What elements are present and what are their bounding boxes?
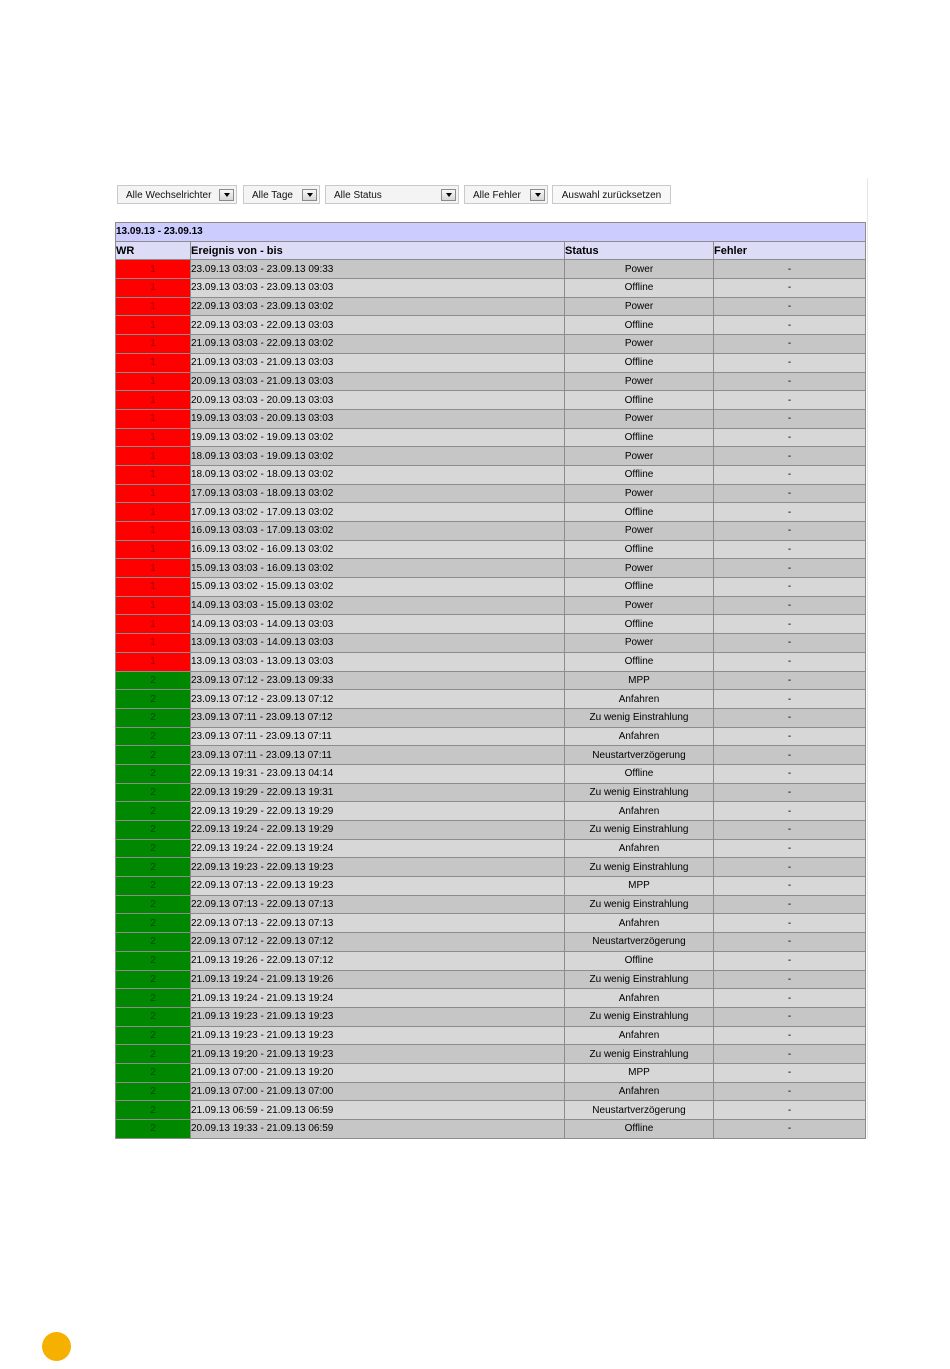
status-cell: Zu wenig Einstrahlung [565, 1007, 714, 1026]
status-cell: Offline [565, 1120, 714, 1139]
error-cell: - [714, 914, 866, 933]
status-cell: Anfahren [565, 727, 714, 746]
error-cell: - [714, 634, 866, 653]
event-cell: 22.09.13 19:29 - 22.09.13 19:29 [191, 802, 565, 821]
date-range-row [116, 223, 866, 242]
status-cell: Power [565, 484, 714, 503]
error-cell: - [714, 1007, 866, 1026]
status-cell: Power [565, 297, 714, 316]
table-row [116, 951, 866, 970]
event-cell: 22.09.13 03:03 - 22.09.13 03:03 [191, 316, 565, 335]
event-cell: 16.09.13 03:03 - 17.09.13 03:02 [191, 522, 565, 541]
error-cell: - [714, 671, 866, 690]
error-cell: - [714, 690, 866, 709]
event-cell: 21.09.13 03:03 - 21.09.13 03:03 [191, 353, 565, 372]
status-cell: Power [565, 372, 714, 391]
table-row [116, 484, 866, 503]
wr-cell: 2 [116, 1026, 191, 1045]
chevron-down-icon[interactable] [530, 189, 545, 201]
wr-cell: 2 [116, 746, 191, 765]
table-row [116, 1026, 866, 1045]
event-cell: 21.09.13 19:26 - 22.09.13 07:12 [191, 951, 565, 970]
error-cell: - [714, 839, 866, 858]
table-row [116, 877, 866, 896]
wr-cell: 1 [116, 409, 191, 428]
event-rows [116, 260, 866, 1138]
event-cell: 23.09.13 07:12 - 23.09.13 07:12 [191, 690, 565, 709]
status-cell: Power [565, 596, 714, 615]
status-cell: MPP [565, 1063, 714, 1082]
days-filter-label: Alle Tage [252, 190, 293, 201]
error-cell: - [714, 428, 866, 447]
status-cell: Neustartverzögerung [565, 933, 714, 952]
wr-cell: 2 [116, 802, 191, 821]
table-row [116, 914, 866, 933]
error-cell: - [714, 746, 866, 765]
event-cell: 14.09.13 03:03 - 14.09.13 03:03 [191, 615, 565, 634]
status-cell: Anfahren [565, 690, 714, 709]
wr-cell: 2 [116, 1045, 191, 1064]
status-filter-label: Alle Status [334, 190, 382, 201]
status-cell: Offline [565, 503, 714, 522]
event-cell: 21.09.13 19:23 - 21.09.13 19:23 [191, 1007, 565, 1026]
wr-cell: 2 [116, 895, 191, 914]
event-cell: 22.09.13 07:13 - 22.09.13 07:13 [191, 914, 565, 933]
table-row [116, 989, 866, 1008]
table-row [116, 409, 866, 428]
header-row [116, 241, 866, 260]
table-row [116, 1045, 866, 1064]
status-cell: Power [565, 634, 714, 653]
event-cell: 13.09.13 03:03 - 14.09.13 03:03 [191, 634, 565, 653]
status-cell: Anfahren [565, 989, 714, 1008]
status-cell: Offline [565, 391, 714, 410]
error-cell: - [714, 279, 866, 298]
wr-cell: 2 [116, 708, 191, 727]
status-cell: Zu wenig Einstrahlung [565, 858, 714, 877]
status-cell: Anfahren [565, 802, 714, 821]
status-cell: Offline [565, 428, 714, 447]
wr-cell: 1 [116, 634, 191, 653]
event-cell: 21.09.13 19:24 - 21.09.13 19:24 [191, 989, 565, 1008]
wr-cell: 2 [116, 1007, 191, 1026]
event-cell: 22.09.13 19:24 - 22.09.13 19:24 [191, 839, 565, 858]
error-cell: - [714, 316, 866, 335]
wr-cell: 1 [116, 428, 191, 447]
status-cell: Zu wenig Einstrahlung [565, 821, 714, 840]
wr-cell: 1 [116, 279, 191, 298]
chevron-down-icon[interactable] [441, 189, 456, 201]
event-cell: 19.09.13 03:02 - 19.09.13 03:02 [191, 428, 565, 447]
status-cell: Zu wenig Einstrahlung [565, 1045, 714, 1064]
wr-cell: 2 [116, 727, 191, 746]
status-cell: Power [565, 260, 714, 279]
wr-cell: 2 [116, 933, 191, 952]
event-cell: 19.09.13 03:03 - 20.09.13 03:03 [191, 409, 565, 428]
event-log-table [115, 222, 866, 1139]
date-range-label: 13.09.13 - 23.09.13 [116, 223, 866, 242]
error-cell: - [714, 877, 866, 896]
table-row [116, 428, 866, 447]
error-cell: - [714, 540, 866, 559]
table-row [116, 1101, 866, 1120]
event-cell: 23.09.13 07:11 - 23.09.13 07:12 [191, 708, 565, 727]
status-cell: Power [565, 559, 714, 578]
error-cell: - [714, 372, 866, 391]
status-cell: Offline [565, 951, 714, 970]
status-cell: MPP [565, 671, 714, 690]
table-row [116, 503, 866, 522]
table-row [116, 372, 866, 391]
wr-cell: 1 [116, 559, 191, 578]
status-cell: Offline [565, 279, 714, 298]
event-cell: 21.09.13 07:00 - 21.09.13 07:00 [191, 1082, 565, 1101]
error-cell: - [714, 484, 866, 503]
wr-cell: 1 [116, 596, 191, 615]
event-cell: 22.09.13 03:03 - 23.09.13 03:02 [191, 297, 565, 316]
table-row [116, 839, 866, 858]
table-row [116, 465, 866, 484]
table-row [116, 1120, 866, 1139]
wr-cell: 2 [116, 839, 191, 858]
error-cell: - [714, 1101, 866, 1120]
wr-cell: 2 [116, 671, 191, 690]
table-row [116, 783, 866, 802]
error-cell: - [714, 652, 866, 671]
event-cell: 23.09.13 03:03 - 23.09.13 03:03 [191, 279, 565, 298]
event-cell: 18.09.13 03:02 - 18.09.13 03:02 [191, 465, 565, 484]
status-cell: Anfahren [565, 914, 714, 933]
event-cell: 17.09.13 03:03 - 18.09.13 03:02 [191, 484, 565, 503]
column-header-event: Ereignis von - bis [191, 241, 565, 260]
table-row [116, 821, 866, 840]
table-row [116, 316, 866, 335]
wr-cell: 1 [116, 260, 191, 279]
wr-cell: 2 [116, 951, 191, 970]
error-cell: - [714, 933, 866, 952]
event-cell: 17.09.13 03:02 - 17.09.13 03:02 [191, 503, 565, 522]
table-row [116, 559, 866, 578]
wr-cell: 1 [116, 652, 191, 671]
table-row [116, 353, 866, 372]
error-cell: - [714, 335, 866, 354]
event-cell: 22.09.13 19:24 - 22.09.13 19:29 [191, 821, 565, 840]
wr-cell: 1 [116, 465, 191, 484]
wr-cell: 1 [116, 353, 191, 372]
wr-cell: 2 [116, 690, 191, 709]
status-filter-select[interactable] [325, 185, 459, 204]
wr-cell: 2 [116, 1120, 191, 1139]
wr-cell: 1 [116, 522, 191, 541]
table-row [116, 596, 866, 615]
wr-cell: 2 [116, 1063, 191, 1082]
wr-cell: 1 [116, 503, 191, 522]
event-cell: 21.09.13 19:23 - 21.09.13 19:23 [191, 1026, 565, 1045]
status-cell: Offline [565, 316, 714, 335]
error-cell: - [714, 727, 866, 746]
event-cell: 22.09.13 07:13 - 22.09.13 07:13 [191, 895, 565, 914]
event-cell: 21.09.13 06:59 - 21.09.13 06:59 [191, 1101, 565, 1120]
wr-cell: 2 [116, 970, 191, 989]
table-row [116, 540, 866, 559]
wr-cell: 1 [116, 540, 191, 559]
error-cell: - [714, 1063, 866, 1082]
error-cell: - [714, 858, 866, 877]
event-cell: 21.09.13 19:24 - 21.09.13 19:26 [191, 970, 565, 989]
wr-cell: 2 [116, 858, 191, 877]
error-cell: - [714, 522, 866, 541]
wr-cell: 2 [116, 877, 191, 896]
status-cell: Anfahren [565, 1082, 714, 1101]
error-cell: - [714, 391, 866, 410]
error-cell: - [714, 1082, 866, 1101]
wr-cell: 2 [116, 821, 191, 840]
wr-cell: 2 [116, 764, 191, 783]
status-cell: Anfahren [565, 839, 714, 858]
event-cell: 13.09.13 03:03 - 13.09.13 03:03 [191, 652, 565, 671]
status-cell: Power [565, 409, 714, 428]
wr-cell: 1 [116, 372, 191, 391]
status-cell: Zu wenig Einstrahlung [565, 895, 714, 914]
error-cell: - [714, 1026, 866, 1045]
reset-selection-button[interactable]: Auswahl zurücksetzen [552, 185, 671, 204]
table-row [116, 708, 866, 727]
error-cell: - [714, 409, 866, 428]
error-cell: - [714, 708, 866, 727]
error-cell: - [714, 989, 866, 1008]
chevron-down-icon[interactable] [219, 189, 234, 201]
wr-cell: 2 [116, 1082, 191, 1101]
status-cell: Anfahren [565, 1026, 714, 1045]
error-cell: - [714, 260, 866, 279]
inverter-filter-label: Alle Wechselrichter [126, 190, 212, 201]
wr-cell: 1 [116, 391, 191, 410]
wr-cell: 1 [116, 484, 191, 503]
error-cell: - [714, 559, 866, 578]
event-cell: 23.09.13 03:03 - 23.09.13 09:33 [191, 260, 565, 279]
status-cell: Power [565, 447, 714, 466]
error-filter-label: Alle Fehler [473, 190, 521, 201]
event-cell: 22.09.13 07:12 - 22.09.13 07:12 [191, 933, 565, 952]
error-cell: - [714, 578, 866, 597]
table-row [116, 764, 866, 783]
status-cell: Power [565, 522, 714, 541]
event-cell: 21.09.13 07:00 - 21.09.13 19:20 [191, 1063, 565, 1082]
column-header-error: Fehler [714, 241, 866, 260]
table-row [116, 578, 866, 597]
wr-cell: 2 [116, 914, 191, 933]
error-cell: - [714, 802, 866, 821]
error-cell: - [714, 297, 866, 316]
days-filter-select[interactable] [243, 185, 320, 204]
page-marker-dot [42, 1332, 71, 1361]
status-cell: Offline [565, 465, 714, 484]
error-cell: - [714, 503, 866, 522]
error-cell: - [714, 353, 866, 372]
chevron-down-icon[interactable] [302, 189, 317, 201]
table-row [116, 279, 866, 298]
error-cell: - [714, 596, 866, 615]
status-cell: Zu wenig Einstrahlung [565, 783, 714, 802]
status-cell: Neustartverzögerung [565, 746, 714, 765]
table-row [116, 297, 866, 316]
error-filter-select[interactable] [464, 185, 548, 204]
status-cell: Offline [565, 578, 714, 597]
wr-cell: 2 [116, 783, 191, 802]
status-cell: Power [565, 335, 714, 354]
error-cell: - [714, 970, 866, 989]
event-cell: 15.09.13 03:03 - 16.09.13 03:02 [191, 559, 565, 578]
event-cell: 20.09.13 19:33 - 21.09.13 06:59 [191, 1120, 565, 1139]
status-cell: Zu wenig Einstrahlung [565, 708, 714, 727]
table-row [116, 634, 866, 653]
event-cell: 20.09.13 03:03 - 21.09.13 03:03 [191, 372, 565, 391]
wr-cell: 2 [116, 989, 191, 1008]
status-cell: Offline [565, 353, 714, 372]
table-row [116, 727, 866, 746]
table-row [116, 895, 866, 914]
wr-cell: 1 [116, 316, 191, 335]
wr-cell: 1 [116, 578, 191, 597]
status-cell: Offline [565, 764, 714, 783]
table-row [116, 802, 866, 821]
status-cell: Offline [565, 652, 714, 671]
status-cell: MPP [565, 877, 714, 896]
status-cell: Zu wenig Einstrahlung [565, 970, 714, 989]
table-row [116, 615, 866, 634]
wr-cell: 1 [116, 615, 191, 634]
table-row [116, 391, 866, 410]
error-cell: - [714, 1045, 866, 1064]
table-row [116, 690, 866, 709]
column-header-status: Status [565, 241, 714, 260]
table-row [116, 1082, 866, 1101]
table-row [116, 447, 866, 466]
event-cell: 22.09.13 19:31 - 23.09.13 04:14 [191, 764, 565, 783]
event-cell: 23.09.13 07:12 - 23.09.13 09:33 [191, 671, 565, 690]
wr-cell: 2 [116, 1101, 191, 1120]
error-cell: - [714, 764, 866, 783]
table-row [116, 671, 866, 690]
event-cell: 21.09.13 19:20 - 21.09.13 19:23 [191, 1045, 565, 1064]
event-cell: 22.09.13 19:29 - 22.09.13 19:31 [191, 783, 565, 802]
event-cell: 22.09.13 07:13 - 22.09.13 19:23 [191, 877, 565, 896]
error-cell: - [714, 895, 866, 914]
error-cell: - [714, 1120, 866, 1139]
status-cell: Offline [565, 540, 714, 559]
error-cell: - [714, 783, 866, 802]
event-cell: 15.09.13 03:02 - 15.09.13 03:02 [191, 578, 565, 597]
event-cell: 16.09.13 03:02 - 16.09.13 03:02 [191, 540, 565, 559]
inverter-filter-select[interactable] [117, 185, 237, 204]
event-cell: 23.09.13 07:11 - 23.09.13 07:11 [191, 727, 565, 746]
table-row [116, 335, 866, 354]
event-cell: 14.09.13 03:03 - 15.09.13 03:02 [191, 596, 565, 615]
table-row [116, 652, 866, 671]
table-row [116, 858, 866, 877]
event-cell: 21.09.13 03:03 - 22.09.13 03:02 [191, 335, 565, 354]
table-row [116, 260, 866, 279]
wr-cell: 1 [116, 335, 191, 354]
table-row [116, 522, 866, 541]
table-row [116, 933, 866, 952]
table-row [116, 970, 866, 989]
error-cell: - [714, 821, 866, 840]
status-cell: Offline [565, 615, 714, 634]
wr-cell: 1 [116, 447, 191, 466]
event-cell: 22.09.13 19:23 - 22.09.13 19:23 [191, 858, 565, 877]
panel-border [867, 178, 868, 1138]
column-header-wr: WR [116, 241, 191, 260]
error-cell: - [714, 447, 866, 466]
wr-cell: 1 [116, 297, 191, 316]
table-row [116, 746, 866, 765]
error-cell: - [714, 465, 866, 484]
event-cell: 23.09.13 07:11 - 23.09.13 07:11 [191, 746, 565, 765]
table-row [116, 1063, 866, 1082]
event-cell: 18.09.13 03:03 - 19.09.13 03:02 [191, 447, 565, 466]
error-cell: - [714, 615, 866, 634]
event-cell: 20.09.13 03:03 - 20.09.13 03:03 [191, 391, 565, 410]
error-cell: - [714, 951, 866, 970]
table-row [116, 1007, 866, 1026]
status-cell: Neustartverzögerung [565, 1101, 714, 1120]
